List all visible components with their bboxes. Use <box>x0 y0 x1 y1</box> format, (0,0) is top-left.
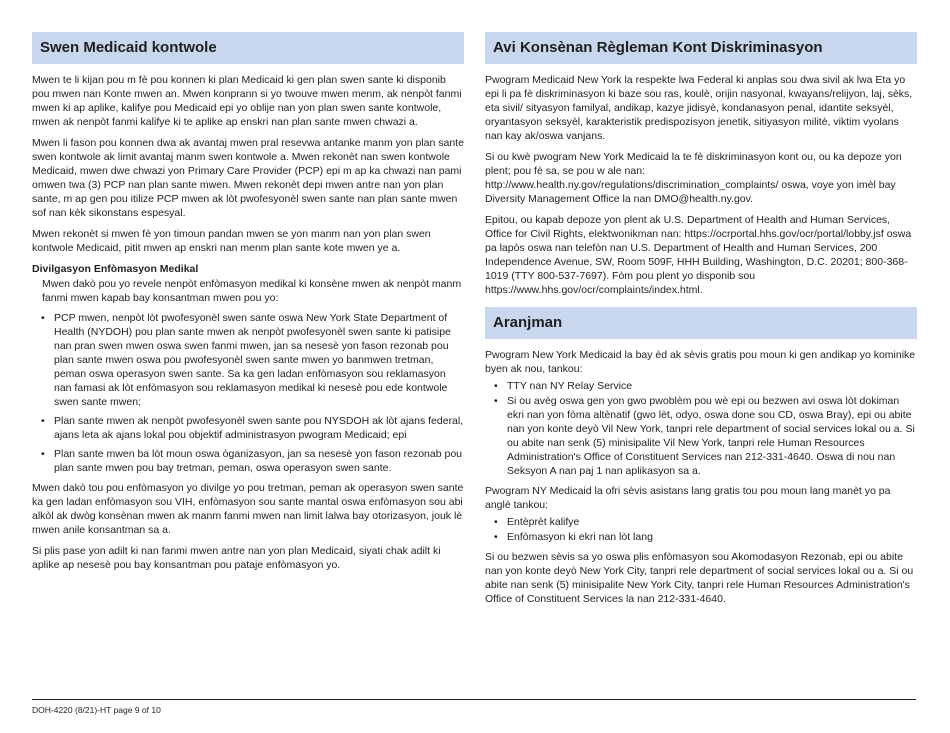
list-item: • Enfòmasyon ki ekri nan lòt lang <box>507 530 917 544</box>
section-heading-accommodations: Aranjman <box>485 307 917 339</box>
accommodations-list <box>485 379 917 478</box>
section-heading-managed-care: Swen Medicaid kontwole <box>32 32 464 64</box>
list-item: • PCP mwen, nenpòt lòt pwofesyonèl swen sante oswa New York State Department of Health (NYDOH) pou plan sante mwen ak nenpòt pwofesyonèl swen sante ki patisipe nan pran swen mwen oswa swen fanmi mwen, jan sa nesesè yon fason rezonab pou plan sante mwen oswa pou pwofesyonèl swen sante mwen yo banmwen tretman, peman oswa operasyon swen sante. Sa ka gen ladan enfòmasyon sou reklamasyon nan famasi ak lòt enfòmasyon sou reklamasyon medikal ki nesesè pou ede kontwole swen sante mwen; <box>54 311 464 409</box>
right-column <box>485 32 917 613</box>
paragraph: Si ou bezwen sèvis sa yo oswa plis enfòmasyon sou Akomodasyon Rezonab, epi ou abite nan yon konte deyò New York City, tanpri rele department of social services lokal ou a. Si ou abite nan senk (5) minisipalite New York City, tanpri rele Human Resources Administration's Office of Constituent Services la nan 212-331-4640. <box>485 551 914 605</box>
list-item: • Entèprèt kalifye <box>507 515 917 529</box>
nondiscrimination-body <box>485 73 917 297</box>
paragraph: Mwen dakò tou pou enfòmasyon yo divilge yo pou tretman, peman ak operasyon swen sante ka gen ladan enfòmasyon sou VIH, enfòmasyon sou sante mantal oswa enfòmasyon sou abi alkòl ak dwòg konsènan mwen ak manm fanmi mwen nan limit lalwa bay otorizasyon, jouk lè mwen anile konsantman sa a. <box>32 482 464 536</box>
paragraph: Mwen rekonèt si mwen fè yon timoun pandan mwen se yon manm nan yon plan swen kontwole Medicaid, pitit mwen ap enskri nan menm plan sante kote mwen ye a. <box>32 228 431 254</box>
section-heading-nondiscrimination: Avi Konsènan Règleman Kont Diskriminasyon <box>485 32 917 64</box>
list-item: • TTY nan NY Relay Service <box>507 379 917 393</box>
disclosure-intro: Mwen dakò pou yo revele nenpòt enfòmasyon medikal ki konsène mwen ak nenpòt manm fanmi mwen kapab bay konsantman mwen pou yo: <box>42 278 462 304</box>
left-column <box>32 32 464 579</box>
page-footer: DOH-4220 (8/21)-HT page 9 of 10 <box>32 705 161 715</box>
paragraph: Si ou kwè pwogram New York Medicaid la te fè diskriminasyon kont ou, ou ka depoze yon plent; pou fè sa, se pou w ale nan: http://www.health.ny.gov/regulations/discrimination_complaints/ oswa, voye yon imèl bay Diversity Management Office la nan DMO@health.ny.gov. <box>485 151 902 205</box>
paragraph: Mwen te li kijan pou m fè pou konnen ki plan Medicaid ki gen plan swen sante ki disponib pou mwen nan Konte mwen an. Mwen konprann si yo twouve mwen menm, ak nenpòt fanmi mwen ki ap aplike, kalifye pou Medicaid epi yo oblije nan yon plan swen sante kontwole, mwen ak nenpòt fanmi kalifye ki te aplike ap enskri nan plan sante mwen chwazi a. <box>32 74 462 128</box>
paragraph: Si plis pase yon adilt ki nan fanmi mwen antre nan yon plan Medicaid, siyati chak adilt ki aplike ap nesesè pou bay konsantman pou pataje enfòmasyon yo. <box>32 545 441 571</box>
paragraph: Pwogram New York Medicaid la bay èd ak sèvis gratis pou moun ki gen andikap yo kominike byen ak nou, tankou: <box>485 349 916 375</box>
paragraph: Pwogram Medicaid New York la respekte lwa Federal ki anplas sou dwa sivil ak lwa Eta yo epi li pa fè diskriminasyon ki baze sou ras, koulè, orijin nasyonal, kwayans/relijyon, laj, sèks, eta sivil/ sityasyon familyal, andikap, kazye jidisyè, kondanasyon penal, idantite seksyèl, oryantasyon seksyèl, karakteristik predispozisyon jenetik, sitiyasyon militè, viktim vyolans nan kay ak/oswa vanjans. <box>485 74 913 142</box>
language-services-list <box>485 515 917 544</box>
subheading-medical-disclosure: Divilgasyon Enfòmasyon Medikal <box>32 263 199 275</box>
accommodations-body <box>485 348 917 606</box>
list-item: • Plan sante mwen ak nenpòt pwofesyonèl swen sante pou NYSDOH ak lòt ajans federal, ajans leta ak ajans lokal pou objektif administrasyon pwogram Medicaid; epi <box>54 414 464 442</box>
paragraph: Epitou, ou kapab depoze yon plent ak U.S. Department of Health and Human Services, Office for Civil Rights, elektwonikman nan: https://ocrportal.hhs.gov/ocr/portal/lobby.jsf oswa pa lapòs oswa nan telefòn nan U.S. Department of Health and Human Services, 200 Independence Avenue, SW, Room 509F, HHH Building, Washington, D.C. 20201; 800-368-1019 (TTY 800-537-7697). Fòm pou plent yo disponib sou https://www.hhs.gov/ocr/complaints/index.html. <box>485 214 912 296</box>
list-item: • Si ou avèg oswa gen yon gwo pwoblèm pou wè epi ou bezwen avi oswa lòt dokiman ekri nan yon fòma altènatif (gwo lèt, odyo, oswa done sou CD, oswa Bray), epi ou abite nan yon konte deyò Vil New York, tanpri rele department of social services lokal ou a. Si ou abite nan senk (5) minisipalite Vil New York, tanpri rele Human Resources Administration's Office of Constituent Services nan 212-331-4640. Oswa di nou nan Seksyon A nan paj 1 nan aplikasyon sa a. <box>507 394 917 478</box>
paragraph: Pwogram NY Medicaid la ofri sèvis asistans lang gratis tou pou moun lang manèt yo pa anglè tankou: <box>485 485 891 511</box>
disclosure-list <box>32 311 464 475</box>
footer-divider <box>32 699 916 700</box>
managed-care-body <box>32 73 464 572</box>
list-item: • Plan sante mwen ba lòt moun oswa òganizasyon, jan sa nesesè yon fason rezonab pou plan sante mwen pou bay tretman, peman, oswa operasyon swen sante. <box>54 447 464 475</box>
paragraph: Mwen li fason pou konnen dwa ak avantaj mwen pral resevwa antanke manm yon plan sante swen kontwole ak limit avantaj manm swen kontwole a. Mwen rekonèt nan swen kontwole Medicaid, mwen dwe chwazi yon Primary Care Provider (PCP) epi m ap ka chwazi nan pami omwen twa (3) PCP nan plan sante mwen. Mwen rekonèt depi mwen antre nan yon plan sante, m ap gen pou itilize PCP mwen ak lòt pwofesyonèl swen sante nan plan sante mwen sof nan kèk sikonstans espesyal. <box>32 137 464 219</box>
